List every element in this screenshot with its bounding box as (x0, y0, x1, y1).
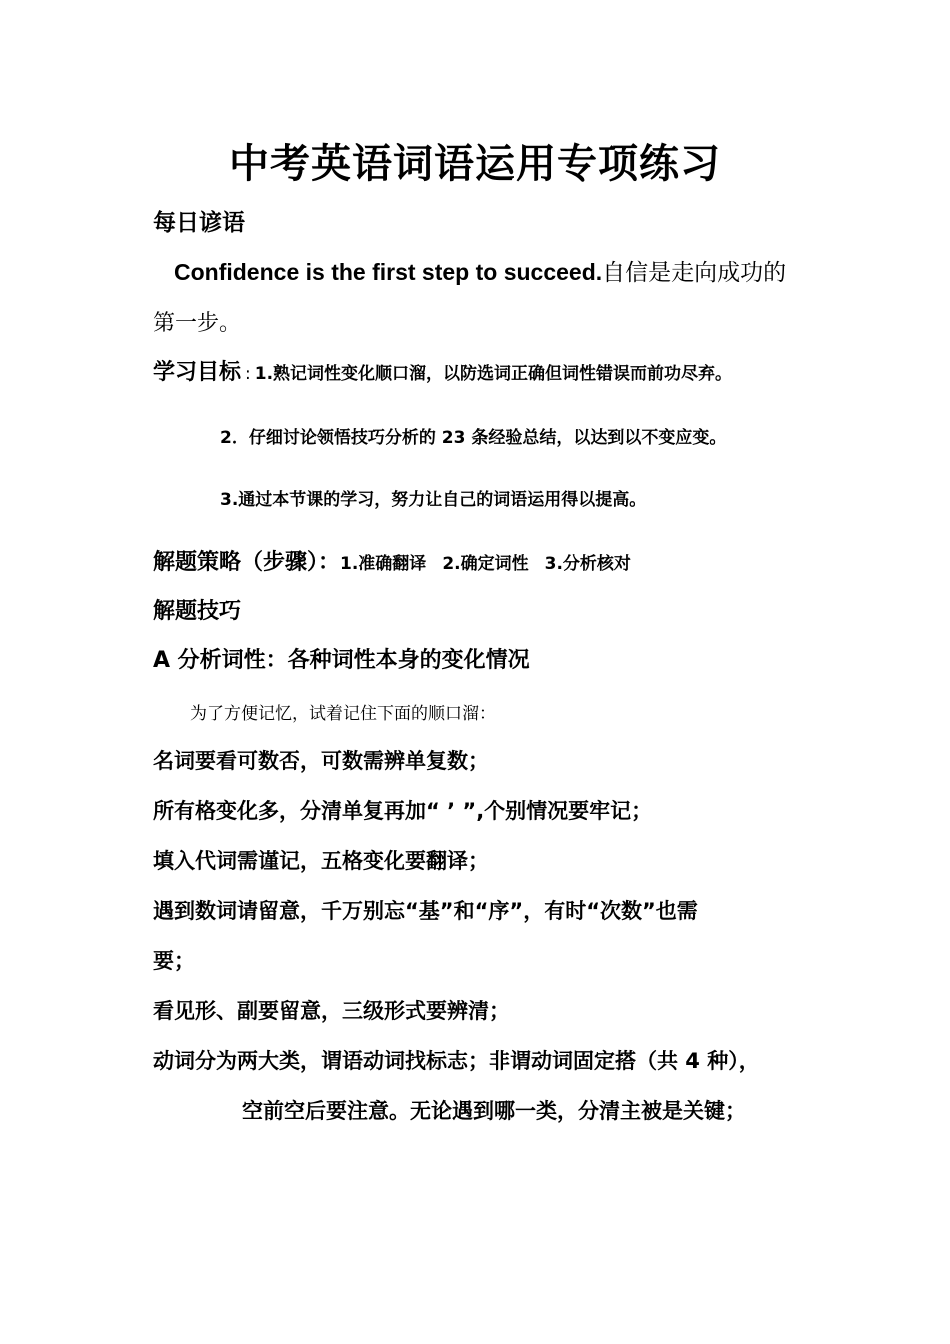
section-a-heading: A 分析词性：各种词性本身的变化情况 (153, 648, 530, 673)
goal-item-2: 2．仔细讨论领悟技巧分析的 23 条经验总结，以达到以不变应变。 (220, 428, 727, 448)
rhyme-line: 填入代词需谨记，五格变化要翻译； (153, 849, 489, 873)
proverb-heading: 每日谚语 (153, 210, 245, 236)
goal-item-3: 3.通过本节课的学习，努力让自己的词语运用得以提高。 (220, 490, 647, 510)
goals-line-1 (153, 360, 732, 386)
proverb-line-2: 第一步。 (153, 311, 242, 336)
strategy-label: 解题策略（步骤）： (153, 550, 341, 575)
proverb-line-1 (174, 259, 786, 288)
strategy-step-2: 2.确定词性 (442, 554, 529, 574)
page-title: 中考英语词语运用专项练习 (229, 141, 721, 187)
skills-heading: 解题技巧 (153, 599, 242, 624)
goals-colon: : (245, 364, 251, 384)
section-a-intro: 为了方便记忆，试着记住下面的顺口溜： (190, 704, 496, 724)
rhyme-line: 遇到数词请留意，千万别忘“基”和“序”，有时“次数”也需 (153, 899, 698, 923)
rhyme-line: 看见形、副要留意，三级形式要辨清； (153, 999, 510, 1023)
rhyme-line: 要； (153, 949, 195, 973)
rhyme-line: 动词分为两大类，谓语动词找标志；非谓动词固定搭（共 4 种）， (153, 1049, 760, 1073)
strategy-step-3: 3.分析核对 (544, 554, 631, 574)
strategy-line (153, 550, 647, 576)
rhyme-line: 空前空后要注意。无论遇到哪一类，分清主被是关键； (242, 1099, 746, 1123)
rhyme-line: 名词要看可数否，可数需辨单复数； (153, 749, 489, 773)
strategy-steps (340, 554, 647, 574)
proverb-chinese: 自信是走向成功的 (602, 260, 787, 286)
goal-item-1: 1.熟记词性变化顺口溜，以防选词正确但词性错误而前功尽弃。 (254, 364, 733, 384)
proverb-english: Confidence is the first step to succeed. (174, 259, 603, 285)
rhyme-line: 所有格变化多，分清单复再加“ ’ ”,个别情况要牢记； (153, 799, 653, 823)
strategy-step-1: 1.准确翻译 (340, 554, 427, 574)
goals-label: 学习目标 (153, 360, 242, 385)
